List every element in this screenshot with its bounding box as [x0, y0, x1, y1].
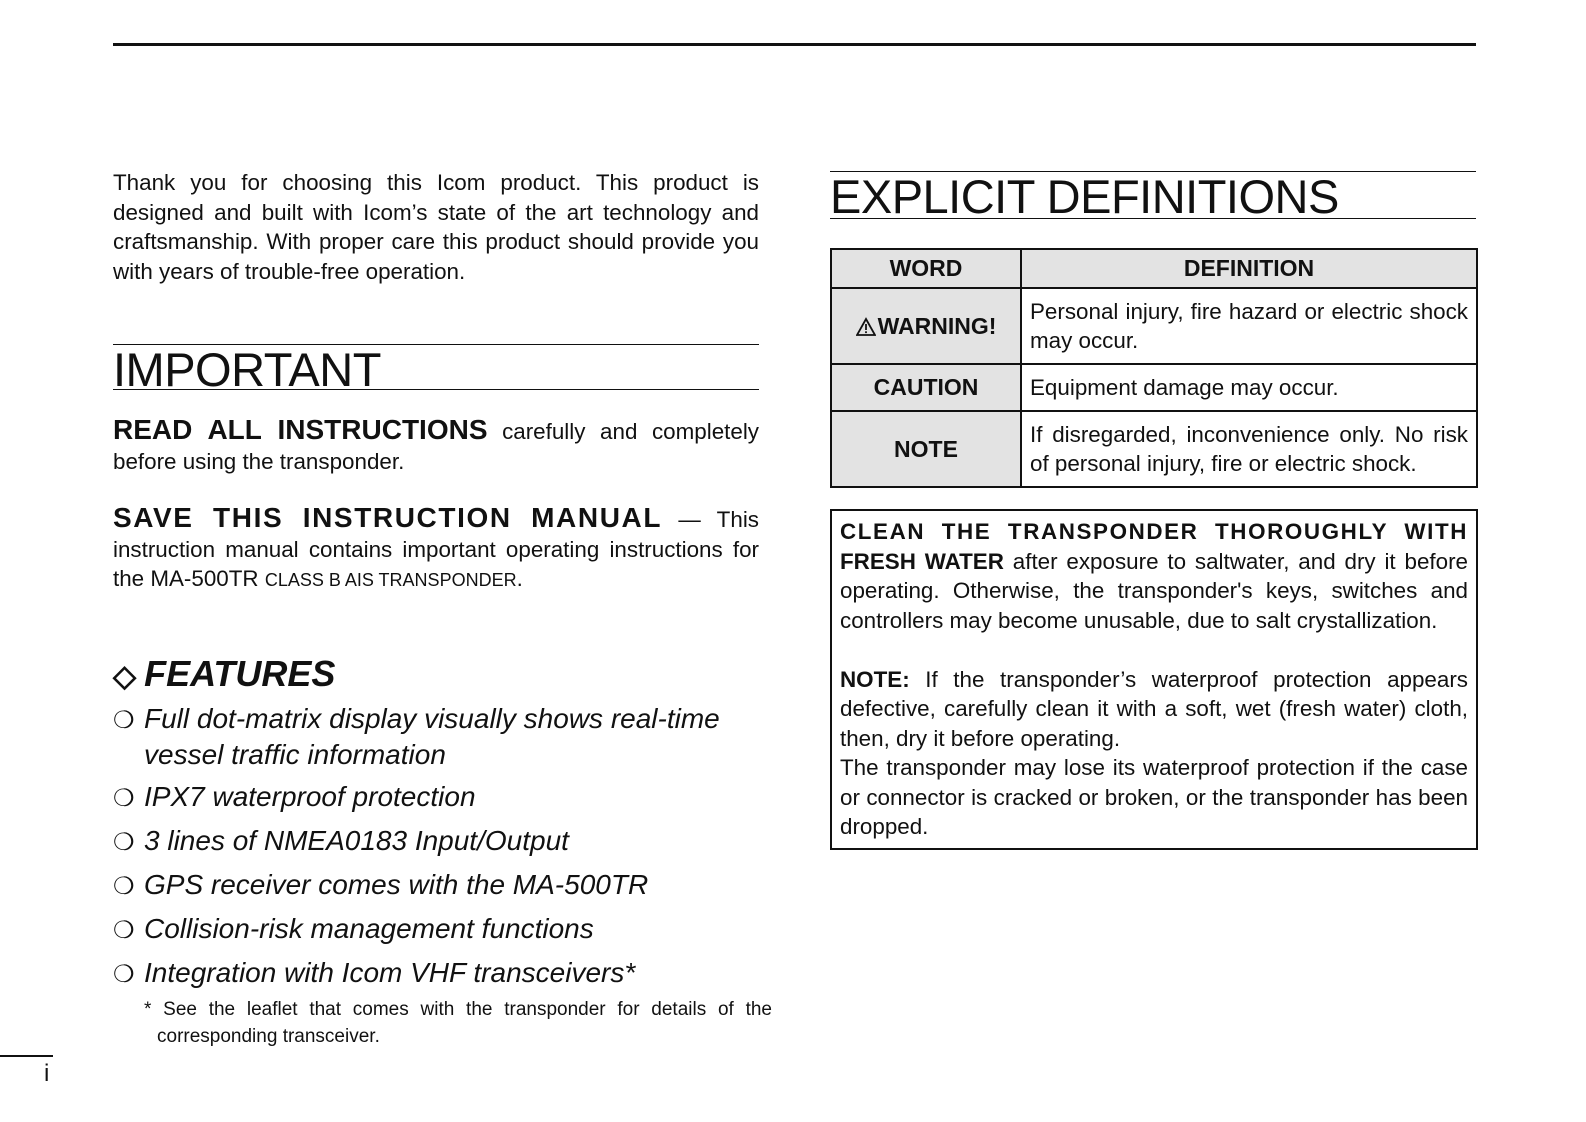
- definition-cell: Equipment damage may occur.: [1021, 364, 1477, 411]
- table-header-row: [831, 249, 1477, 288]
- important-title: IMPORTANT: [113, 343, 381, 396]
- list-item: ❍ GPS receiver comes with the MA-500TR: [113, 868, 773, 904]
- paragraph-gap: [840, 635, 1468, 665]
- save-rest: — This instruction manual contains important operating instructions for the MA-500TR: [113, 507, 759, 591]
- intro-paragraph: Thank you for choosing this Icom product. This product is designed and built with Icom’s state of the art technology and craftsmanship. With proper care this product should provide you with years of trouble-free operation.: [113, 170, 759, 284]
- save-smallcaps: CLASS B AIS TRANSPONDER: [264, 570, 517, 590]
- save-end: .: [516, 566, 523, 591]
- page-number-rule: [0, 1055, 53, 1057]
- clean-bold-lead2: FRESH WATER: [840, 548, 1004, 574]
- circle-bullet-icon: ❍: [113, 707, 135, 734]
- table-row: [831, 288, 1477, 364]
- save-bold: SAVE THIS INSTRUCTION MANUAL: [113, 502, 663, 533]
- clean-note-paragraph: [840, 665, 1468, 754]
- header-word: WORD: [831, 249, 1021, 288]
- important-heading: [113, 343, 759, 396]
- clean-note-text: If the transponder’s waterproof protection appears defective, carefully clean it with a soft, wet (fresh water) cloth, then, dry it before operating.: [840, 666, 1468, 751]
- clean-text: after exposure to saltwater, and dry it before operating. Otherwise, the transponder's keys, switches and controllers may become unusable, due to salt crystallization.: [840, 548, 1468, 633]
- intro-block: [113, 168, 759, 286]
- explicit-definitions-heading: [830, 170, 1476, 223]
- read-bold: READ ALL INSTRUCTIONS: [113, 414, 488, 445]
- word-cell-caution: CAUTION: [831, 364, 1021, 411]
- warning-triangle-icon: [856, 317, 876, 337]
- clean-note-paragraph-2: The transponder may lose its waterproof protection if the case or connector is cracked or broken, or the transponder has been dropped.: [840, 755, 1468, 839]
- list-item: ❍ IPX7 waterproof protection: [113, 780, 773, 816]
- word-cell-note: NOTE: [831, 411, 1021, 487]
- explicit-title: EXPLICIT DEFINITIONS: [830, 170, 1339, 223]
- diamond-icon: ◇: [113, 660, 137, 693]
- header-definition: DEFINITION: [1021, 249, 1477, 288]
- definitions-table: [830, 248, 1478, 488]
- list-item: ❍ Full dot-matrix display visually shows real-time vessel traffic information: [113, 703, 720, 770]
- read-instructions-paragraph: [113, 415, 759, 476]
- word-cell-warning: WARNING!: [831, 288, 1021, 364]
- definition-cell: Personal injury, fire hazard or electric shock may occur.: [1021, 288, 1477, 364]
- clean-note-label: NOTE:: [840, 666, 910, 692]
- list-item: ❍ 3 lines of NMEA0183 Input/Output: [113, 824, 773, 860]
- save-manual-paragraph: [113, 503, 759, 596]
- clean-paragraph: [840, 517, 1468, 635]
- clean-notice-box: [830, 509, 1478, 850]
- circle-bullet-icon: ❍: [113, 785, 135, 812]
- circle-bullet-icon: ❍: [113, 917, 135, 944]
- table-row: [831, 411, 1477, 487]
- features-heading: [113, 654, 335, 697]
- features-footnote: * See the leaflet that comes with the transponder for details of the corresponding transceiver.: [144, 999, 772, 1047]
- features-title: FEATURES: [144, 653, 336, 694]
- circle-bullet-icon: ❍: [113, 873, 135, 900]
- page-number: i: [44, 1060, 50, 1087]
- features-list: [113, 702, 773, 1000]
- list-item: ❍ Integration with Icom VHF transceivers*: [113, 956, 773, 992]
- definition-cell: If disregarded, inconvenience only. No risk of personal injury, fire or electric shock.: [1021, 411, 1477, 487]
- table-row: [831, 364, 1477, 411]
- circle-bullet-icon: ❍: [113, 829, 135, 856]
- circle-bullet-icon: ❍: [113, 961, 135, 988]
- list-item: ❍ Collision-risk management functions: [113, 912, 773, 948]
- read-rest: carefully and completely before using the transponder.: [113, 419, 759, 474]
- clean-bold-lead: CLEAN THE TRANSPONDER THOROUGHLY WITH: [840, 519, 1468, 544]
- top-rule: [113, 43, 1476, 46]
